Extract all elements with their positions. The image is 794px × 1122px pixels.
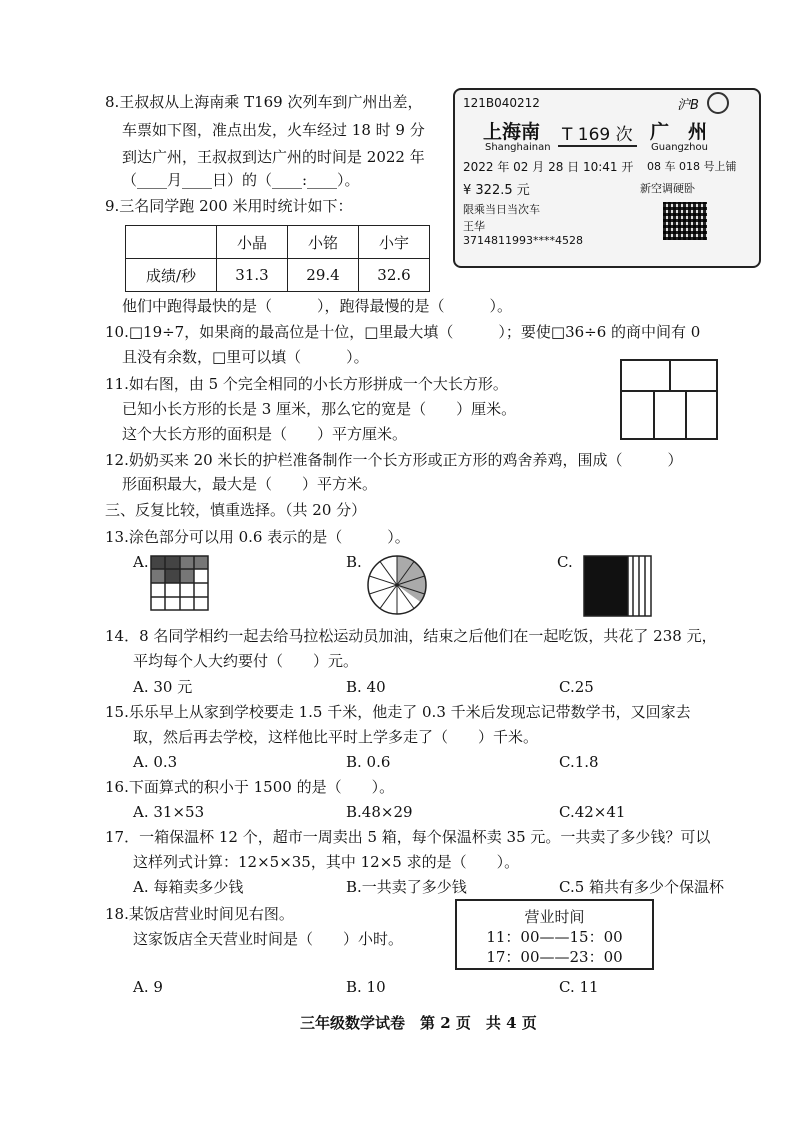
q8-line4: （____月____日）的（____:____）。 (122, 171, 360, 189)
hours-line: 17：00——23：00 (486, 948, 623, 966)
q17-line1: 17．一箱保温杯 12 个，超市一周卖出 5 箱，每个保温杯卖 35 元。一共卖了多少钱？可以 (105, 828, 711, 846)
hours-line: 11：00——15：00 (486, 928, 623, 946)
q9-line1: 9.三名同学跑 200 米用时统计如下： (105, 197, 353, 215)
q17-line2: 这样列式计算：12×5×35，其中 12×5 求的是（ ）。 (133, 853, 520, 871)
q18-option-b: B. 10 (346, 978, 386, 996)
ticket-datetime: 2022 年 02 月 28 日 10:41 开 (463, 160, 634, 174)
q15-option-b: B. 0.6 (346, 753, 391, 771)
table-header-cell: 小宇 (359, 226, 430, 259)
q13-option-c-label: C. (557, 553, 573, 571)
ticket-note: 限乘当日当次车 (463, 203, 540, 216)
q15-option-a: A. 0.3 (133, 753, 178, 771)
hours-title: 营业时间 (524, 908, 585, 926)
q13-option-a-label: A. (133, 553, 149, 571)
grid-figure (150, 555, 212, 611)
ticket-name: 王华 (463, 220, 485, 233)
ticket-seat: 08 车 018 号上铺 (647, 160, 737, 173)
q16-option-b: B.48×29 (346, 803, 413, 821)
ticket-to: 广 州 (650, 121, 708, 143)
q18-line2: 这家饭店全天营业时间是（ ）小时。 (133, 930, 404, 948)
q8-line3: 到达广州，王叔叔到达广州的时间是 2022 年 (122, 148, 425, 166)
q18-option-c: C. 11 (559, 978, 599, 996)
table-header-cell: 小晶 (217, 226, 288, 259)
q16-line1: 16.下面算式的积小于 1500 的是（ ）。 (105, 778, 395, 796)
q14-option-a: A. 30 元 (133, 678, 193, 696)
q12-line2: 形面积最大，最大是（ ）平方米。 (122, 475, 378, 493)
q15-option-c: C.1.8 (559, 753, 599, 771)
ticket-class: 新空调硬卧 (640, 182, 695, 195)
q8-line1: 8.王叔叔从上海南乘 T169 次列车到广州出差， (105, 93, 423, 111)
q11-line2: 已知小长方形的长是 3 厘米，那么它的宽是（ ）厘米。 (122, 400, 517, 418)
ticket-train: T 169 次 (558, 120, 637, 147)
q9-line2: 他们中跑得最快的是（ ），跑得最慢的是（ ）。 (122, 297, 513, 315)
q12-line1: 12.奶奶买来 20 米长的护栏准备制作一个长方形或正方形的鸡舍养鸡，围成（ ） (105, 451, 683, 469)
ticket-id: 3714811993****4528 (463, 234, 583, 247)
q17-option-a: A. 每箱卖多少钱 (133, 878, 244, 896)
q14-line2: 平均每个人大约要付（ ）元。 (133, 652, 359, 670)
table-cell: 32.6 (359, 259, 430, 292)
table-cell: 31.3 (217, 259, 288, 292)
table-cell: 29.4 (288, 259, 359, 292)
ticket-code: 121B040212 (463, 96, 540, 110)
q17-option-b: B.一共卖了多少钱 (346, 878, 467, 896)
table-header-cell (126, 226, 217, 259)
table-row-label: 成绩/秒 (126, 259, 217, 292)
q13-line1: 13.涂色部分可以用 0.6 表示的是（ ）。 (105, 528, 410, 546)
ticket-price: ¥ 322.5 元 (463, 183, 530, 198)
circle-figure (366, 554, 428, 616)
q16-option-c: C.42×41 (559, 803, 626, 821)
q8-line2: 车票如下图，准点出发，火车经过 18 时 9 分 (122, 121, 425, 139)
train-ticket (453, 88, 761, 268)
q11-line3: 这个大长方形的面积是（ ）平方厘米。 (122, 425, 408, 443)
q15-line1: 15.乐乐早上从家到学校要走 1.5 千米，他走了 0.3 千米后发现忘记带数学书，又回家去 (105, 703, 691, 721)
q11-line1: 11.如右图，由 5 个完全相同的小长方形拼成一个大长方形。 (105, 375, 508, 393)
section-heading: 三、反复比较，慎重选择。（共 20 分） (105, 501, 367, 519)
business-hours-box (455, 899, 654, 970)
table-header-cell: 小铭 (288, 226, 359, 259)
q14-line1: 14．8 名同学相约一起去给马拉松运动员加油，结束之后他们在一起吃饭，共花了 238 元， (105, 627, 717, 645)
q18-line1: 18.某饭店营业时间见右图。 (105, 905, 294, 923)
ticket-to-en: Guangzhou (651, 142, 708, 153)
q14-option-b: B. 40 (346, 678, 386, 696)
page-footer: 三年级数学试卷 第 2 页 共 4 页 (300, 1014, 537, 1032)
q10-line2: 且没有余数，□里可以填（ ）。 (122, 348, 369, 366)
q14-option-c: C.25 (559, 678, 594, 696)
q18-option-a: A. 9 (133, 978, 163, 996)
q13-option-b-label: B. (346, 553, 362, 571)
q10-line1: 10.□19÷7，如果商的最高位是十位，□里最大填（ ）；要使□36÷6 的商中间有 0 (105, 323, 701, 341)
speed-table (125, 225, 430, 292)
ticket-from-en: Shanghainan (485, 142, 551, 153)
q16-option-a: A. 31×53 (133, 803, 205, 821)
ticket-corner: 沪B (677, 98, 699, 113)
ticket-from: 上海南 (483, 121, 541, 143)
q17-option-c: C.5 箱共有多少个保温杯 (559, 878, 725, 896)
stamp-icon (707, 92, 729, 114)
q15-line2: 取，然后再去学校，这样他比平时上学多走了（ ）千米。 (133, 728, 539, 746)
qr-code-icon (663, 202, 707, 240)
bar-strip-figure (583, 555, 653, 617)
